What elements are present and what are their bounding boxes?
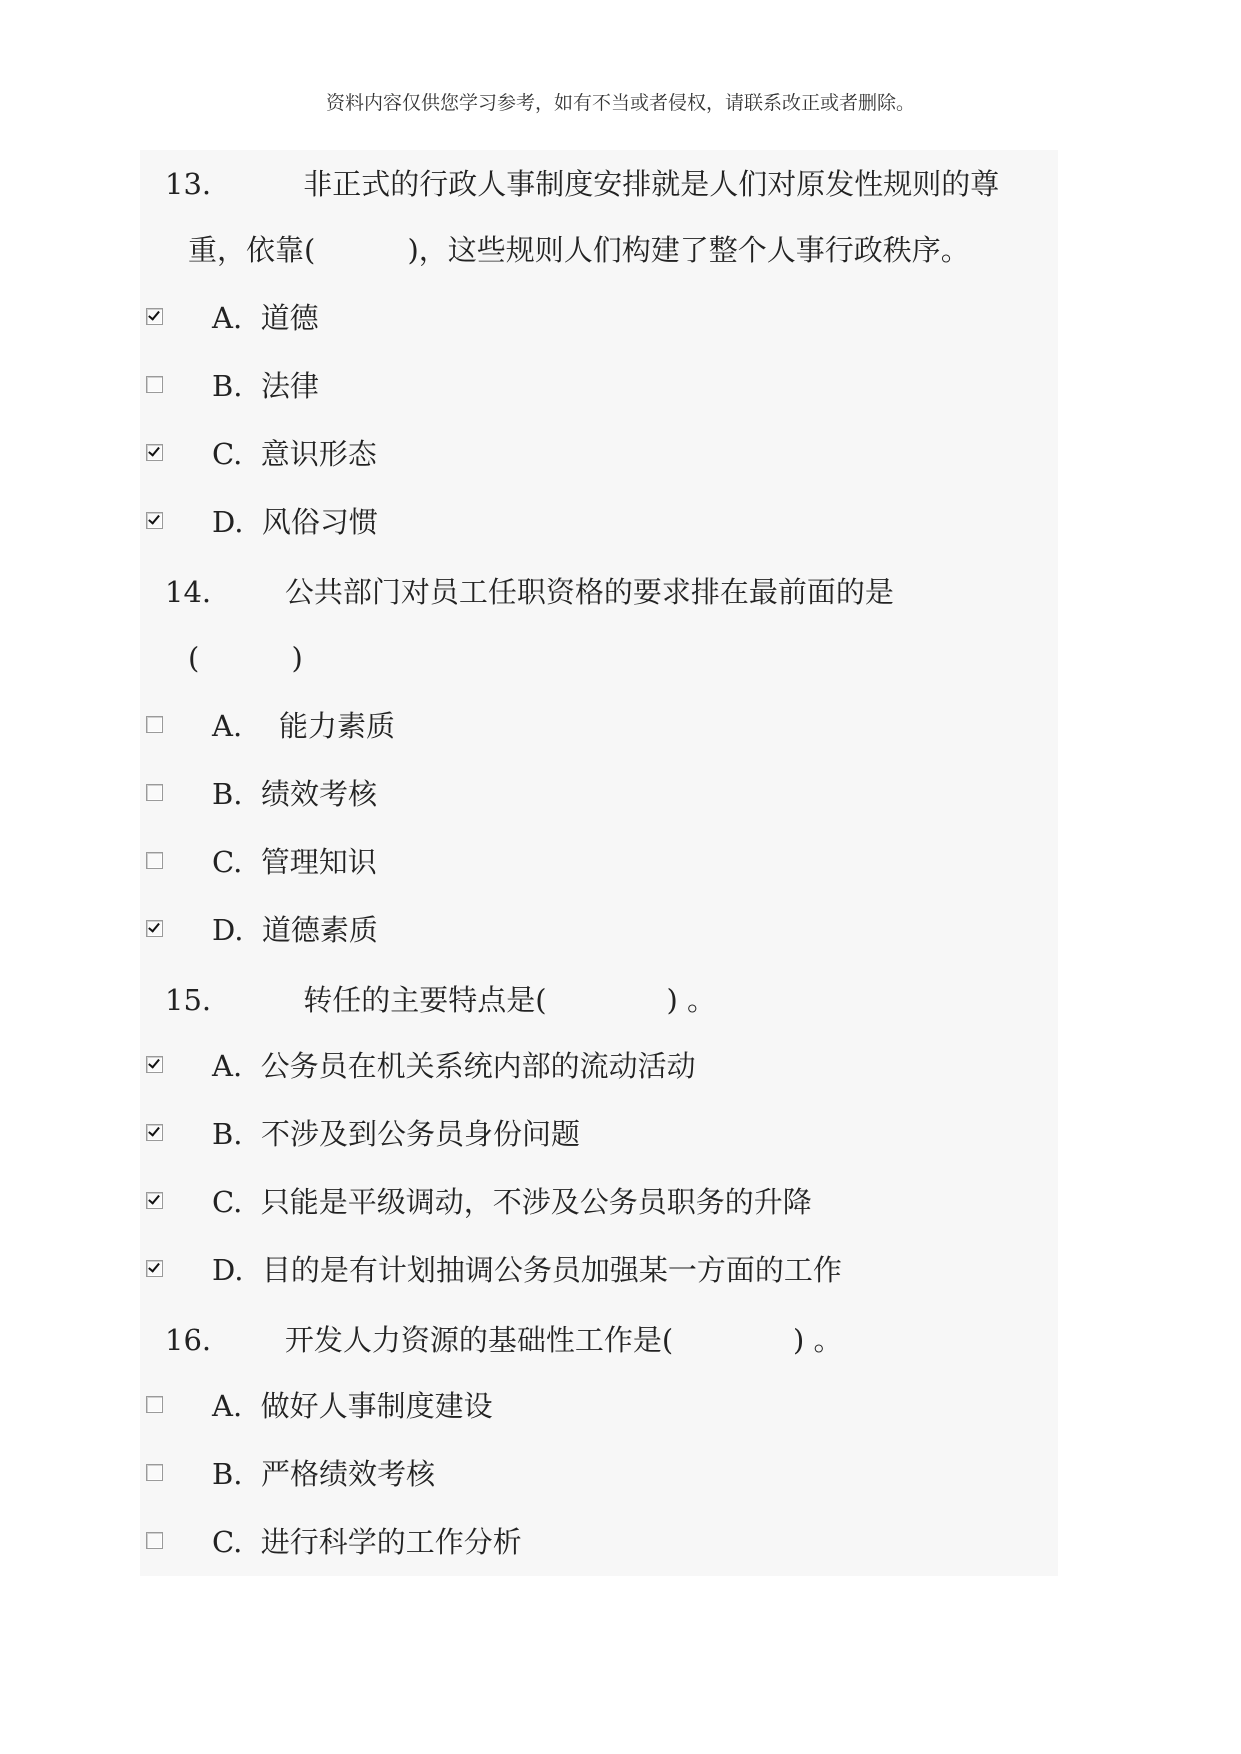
page-header: 资料内容仅供您学习参考，如有不当或者侵权，请联系改正或者删除。 — [325, 92, 915, 114]
question-13-option-d[interactable] — [144, 505, 1044, 548]
checkbox[interactable] — [146, 784, 163, 801]
question-15-option-a[interactable] — [144, 1049, 1044, 1092]
question-15-option-d[interactable] — [144, 1253, 1044, 1296]
checkbox[interactable] — [146, 1192, 163, 1209]
option-label: D. 目的是有计划抽调公务员加强某一方面的工作 — [212, 1253, 842, 1287]
question-14-option-d[interactable] — [144, 913, 1044, 956]
option-label: A. 能力素质 — [212, 709, 396, 743]
checkbox[interactable] — [146, 1260, 163, 1277]
checkbox[interactable] — [146, 376, 163, 393]
question-14-option-b[interactable] — [144, 777, 1044, 820]
question-16-option-b[interactable] — [144, 1457, 1044, 1500]
question-15-option-b[interactable] — [144, 1117, 1044, 1160]
option-label: C. 管理知识 — [212, 845, 377, 879]
question-14-text: 14. 公共部门对员工任职资格的要求排在最前面的是 — [165, 575, 894, 609]
question-13-text-cont: 重，依靠( )，这些规则人们构建了整个人事行政秩序。 — [188, 233, 970, 267]
question-14-option-c[interactable] — [144, 845, 1044, 888]
checkbox[interactable] — [146, 920, 163, 937]
question-13-option-b[interactable] — [144, 369, 1044, 412]
option-label: B. 法律 — [212, 369, 319, 403]
question-13-option-c[interactable] — [144, 437, 1044, 480]
option-label: B. 严格绩效考核 — [212, 1457, 435, 1491]
checkbox[interactable] — [146, 1124, 163, 1141]
option-label: C. 意识形态 — [212, 437, 377, 471]
question-15-text: 15. 转任的主要特点是( ) 。 — [165, 983, 716, 1017]
question-15-option-c[interactable] — [144, 1185, 1044, 1228]
question-14-option-a[interactable] — [144, 709, 1044, 752]
checkbox[interactable] — [146, 852, 163, 869]
question-16-option-c[interactable] — [144, 1525, 1044, 1568]
question-13-option-a[interactable] — [144, 301, 1044, 344]
option-label: A. 做好人事制度建设 — [212, 1389, 493, 1423]
option-label: B. 绩效考核 — [212, 777, 377, 811]
checkbox[interactable] — [146, 1396, 163, 1413]
option-label: D. 道德素质 — [212, 913, 378, 947]
option-label: D. 风俗习惯 — [212, 505, 378, 539]
checkbox[interactable] — [146, 1056, 163, 1073]
question-16-option-a[interactable] — [144, 1389, 1044, 1432]
checkbox[interactable] — [146, 1532, 163, 1549]
checkbox[interactable] — [146, 444, 163, 461]
question-13-text: 13. 非正式的行政人事制度安排就是人们对原发性规则的尊 — [165, 167, 1000, 201]
quiz-content — [140, 150, 1058, 1576]
question-16-text: 16. 开发人力资源的基础性工作是( ) 。 — [165, 1323, 843, 1357]
checkbox[interactable] — [146, 308, 163, 325]
option-label: C. 进行科学的工作分析 — [212, 1525, 522, 1559]
option-label: B. 不涉及到公务员身份问题 — [212, 1117, 580, 1151]
checkbox[interactable] — [146, 512, 163, 529]
option-label: C. 只能是平级调动，不涉及公务员职务的升降 — [212, 1185, 812, 1219]
question-14-text-cont: ( ) — [188, 641, 303, 675]
checkbox[interactable] — [146, 716, 163, 733]
option-label: A. 道德 — [212, 301, 319, 335]
option-label: A. 公务员在机关系统内部的流动活动 — [212, 1049, 696, 1083]
checkbox[interactable] — [146, 1464, 163, 1481]
